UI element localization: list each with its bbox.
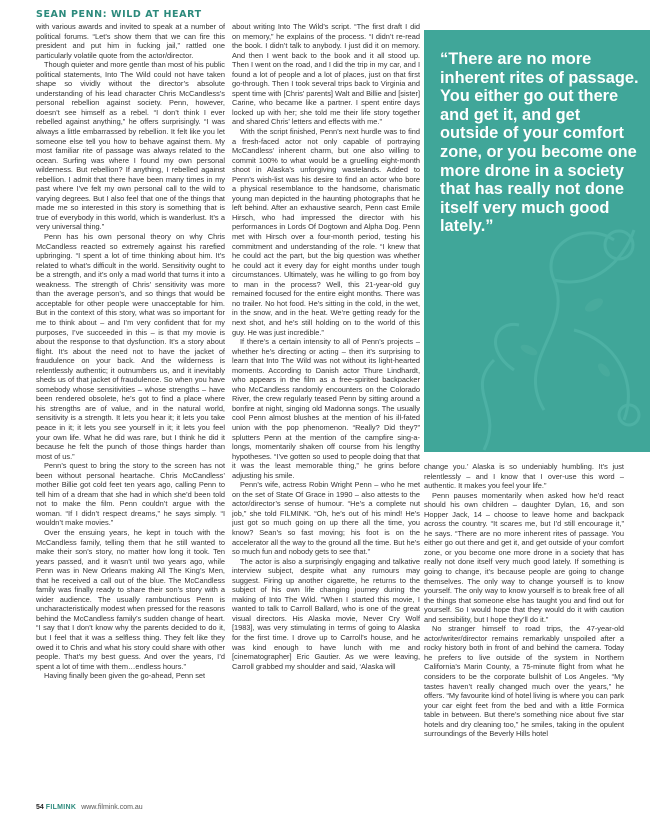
paragraph: Though quieter and more gentle than most of his public political statements, Into The Wild could not have taken shape so vividly without the director’s absolute understanding of his lead character Chris McCandless’s personal rebellion against society. Penn, however, doesn’t see himself as a rebel. “I don’t think I ever rebelled against anything,” he offers surprisingly. “I was always a little embarrassed by rebellion. It felt like you let someone else tell you how to behave against them. My most familiar rite of passage was always related to the ocean. Surfing was where I found my own personal wilderness. But rebellion? If anything, I rebelled against rebellion. I admit that there have been many times in my past where I’ve felt my own personal call to the wild to varying degrees. But I also feel that one of the things that made me so interested in this story is something that is true of everybody in this world, which is wanderlust. It’s a very universal thing.” [36,60,225,232]
pull-quote-text: “There are no more inherent rites of passage. You either go out there and get it, and get outside of your comfort zone, or you become one more drone in a society that has really not done itself very much good lately.” [440,50,639,236]
header-title: WILD AT HEART [111,9,202,20]
article-column-1 [36,22,225,812]
running-header [36,9,202,20]
website-url: www.filmink.com.au [81,804,143,811]
paragraph: Penn has his own personal theory on why Chris McCandless reacted so extremely against his rarefied upbringing. “I spent a lot of time thinking about him. It’s related to what’s difficult in the world. Sensitivity ought to be a strength, and it’s only a mad world that turns it into a weakness. The strength of Chris’ sensitivity was more than the average person’s, and so things that would be acceptable for other people were unacceptable for him. But in the context of this story, what was so important for me to think about – and I’m very confident that for my purposes, I’ve succeeded in this – is that my movie is about the response to that dysfunction. It’s a story about flight. It’s about the need not to have the jacket of fraudulence on your back. And the wilderness is relentlessly authentic; it outnumbers us, and it inevitably sheds us of that jacket of fraudulence. So when you have somebody whose sensitivities – whose strengths – have been rendered obsolete, he’s got to find a place where his strengths are of value, and in the natural world, sensitivity is a strength. It lets you hear it; it lets you take peace in it; it lets you see yourself in it; it lets you feel your own life. What he did was rare, but I think he did it because he felt the punch of those things harder than most of us.” [36,232,225,461]
paragraph: Penn pauses momentarily when asked how he’d react should his own children – daughter Dylan, 16, and son Hopper Jack, 14 – choose to leave home and backpack across the country. “It scares me, but I’d still encourage it,” he says. “There are no more inherent rites of passage. You either go out there and get it, and get outside of your comfort zone, or you become one more drone in a society that has really not done itself very much good lately. If something is going to change, it’s because people are going to change themselves. The only way to change yourself is to know yourself. The only way to know yourself is to break free of all the things that someone else has taught you and find out for yourself. So I would hope that they would do it with caution and sensibility, but I hope they’ll do it.” [424,490,624,624]
paragraph: about writing Into The Wild’s script. “The first draft I did on memory,” he explains of the process. “I didn’t re-read the book. I didn’t talk to anybody. I just did it on memory. And then I went back to the book and it all stood up. Then I went on the road, and I did the trip in my car, and I found a lot of people and a lot of places, just on that first go-through. Then I took several trips back to Virginia and spent time with [Chris’ parents] Walt and Billie and [sister] Carine, who became like a partner. I spent entire days locked up with her; she told me their life story together and shared Chris’ letters and effects with me.” [232,22,420,127]
magazine-name: FILMINK [45,804,77,811]
article-column-3 [424,462,624,807]
header-name: SEAN PENN: [36,9,108,20]
paragraph: The actor is also a surprisingly engaging and talkative interview subject, despite what any rumours may suggest. Firing up another cigarette, he returns to the subject of his own life changing journey during the making of Into The Wild. “When I started this movie, I wanted to talk to Carroll Ballard, who is one of the great visual directors. His Alaska movie, Never Cry Wolf [1983], was very stimulating in terms of going to Alaska for the first time. I drove up to Carroll’s house, and he was kind enough to have lunch with me and [cinematographer] Eric Gautier. As we were leaving, Carroll grabbed my shoulder and said, ‘Alaska will [232,556,420,671]
pull-quote-box [424,30,650,452]
paragraph: change you.’ Alaska is so undeniably humbling. It’s just relentlessly – and I know that I over-use this word – authentic. It makes you feel your life.” [424,462,624,491]
page-number: 54 [36,804,44,811]
paragraph: With the script finished, Penn’s next hurdle was to find a fresh-faced actor not only capable of portraying McCandless’ inherent charm, but one also willing to commit 100% to what would be a gruelling eight-month shoot in Alaska’s unforgiving wastelands. Added to Penn’s wish-list was his desire to find an actor who bore a physical resemblance to the handsome, charismatic young man depicted in the haunting photographs that he left behind. After an exhaustive search, Penn cast Emile Hirsch, who had impressed the director with his performances in Lords Of Dogtown and Alpha Dog. Penn met with Hirsch over a four-month period, testing his commitment and understanding of the role. “I knew that he could act the part, but the big question was whether he could act it every day for eight months under tough circumstances. Ultimately, was he willing to go from boy to man in the process? Well, this 21-year-old guy remained focused for the entire eight months. There was no trailer. No hot food. He’s sitting in the cold, in the wet, in the snow, and in the heat. We’re getting ready for the next shot, and he’s still holding on to the world of this guy. He was just incredible.” [232,127,420,337]
article-column-2 [232,22,420,812]
paragraph: Over the ensuing years, he kept in touch with the McCandless family, telling them that he still wanted to make their son’s story, no matter how long it took. Ten years passed, and it wasn’t until two years ago, while Penn was in New Orleans making All The King’s Men, that he received a call out of the blue. The McCandless family was finally ready to share their son’s story with a wider audience. The usually rambunctious Penn is uncharacteristically modest when pressed for the reasons behind the McCandless family’s sudden change of heart. “I say that I don’t know why the parents decided to do it, but I feel that it was a selfless thing. They felt like they owed it to Chris and what his story could share with other people. That’s my best guess. And over the years, I’d spent a lot of time with them…endless hours.” [36,527,225,671]
page-footer [36,804,143,811]
paragraph: If there’s a certain intensity to all of Penn’s projects – whether he’s directing or acting – then it’s surprising to learn that Into The Wild was not without its light-hearted moments. According to Danish actor Thure Lindhardt, who appears in the film as a free-spirited backpacker who McCandless randomly encounters on the Colorado River, the crew regularly teased Penn by sitting around a bonfire at night, singing old Madonna songs. The usually cool Penn almost blushes at the mention of his ill-fated union with the pop phenomenon. “Really? Did they?” splutters Penn at the mention of the campfire sing-a-longs, momentarily shaken off course from his lengthy hypotheses. “I’ve gotten so used to people doing that that it was the least memorable thing,” he grins before adjusting his smile. [232,337,420,480]
paragraph: Having finally been given the go-ahead, Penn set [44,671,206,681]
paragraph: No stranger himself to road trips, the 47-year-old actor/writer/director remains remarkably unspoiled after a rocky history both in front of and behind the camera. Today he prefers to live outside of the system in Northern California’s Marin County, a 75-minute flight from what he considers to be the corporate bullshit of Los Angeles. “My tastes haven’t really changed much over the years,” he offers. “My favourite kind of hotel living is where you can park your car eight feet from the bed and with a little Formica table in between. But there’s something nice about five star hotels and dry cleaning too,” he smiles, taking in the opulent surroundings of the Beverly Hills hotel [424,624,624,739]
paragraph: Penn’s wife, actress Robin Wright Penn – who he met on the set of State Of Grace in 1990 – also attests to the actor/director’s sense of humour. “He’s a complete nut job,” she told FILMINK. “Oh, he’s out of his mind! He’s just got so much going on up there all the time, you know? Sean’s so fast moving; his foot is on the accelerator all the way to the ground all the time. But he’s so much fun and nobody gets to see that.” [232,480,420,557]
paragraph: Penn’s quest to bring the story to the screen has not been without personal heartache. Chris McCandless’ mother Billie got cold feet ten years ago, calling Penn to tell him of a dream that she had in which she’d been told not to make the film. Penn couldn’t argue with the woman. “If I didn’t respect dreams,” he says simply. “I wouldn’t make movies.” [36,461,225,528]
paragraph: with various awards and invited to speak at a number of political forums. “Let’s show them that we can fire this president and put him in fucking jail,” rattled one particularly volatile quote from the actor/director. [36,22,225,60]
